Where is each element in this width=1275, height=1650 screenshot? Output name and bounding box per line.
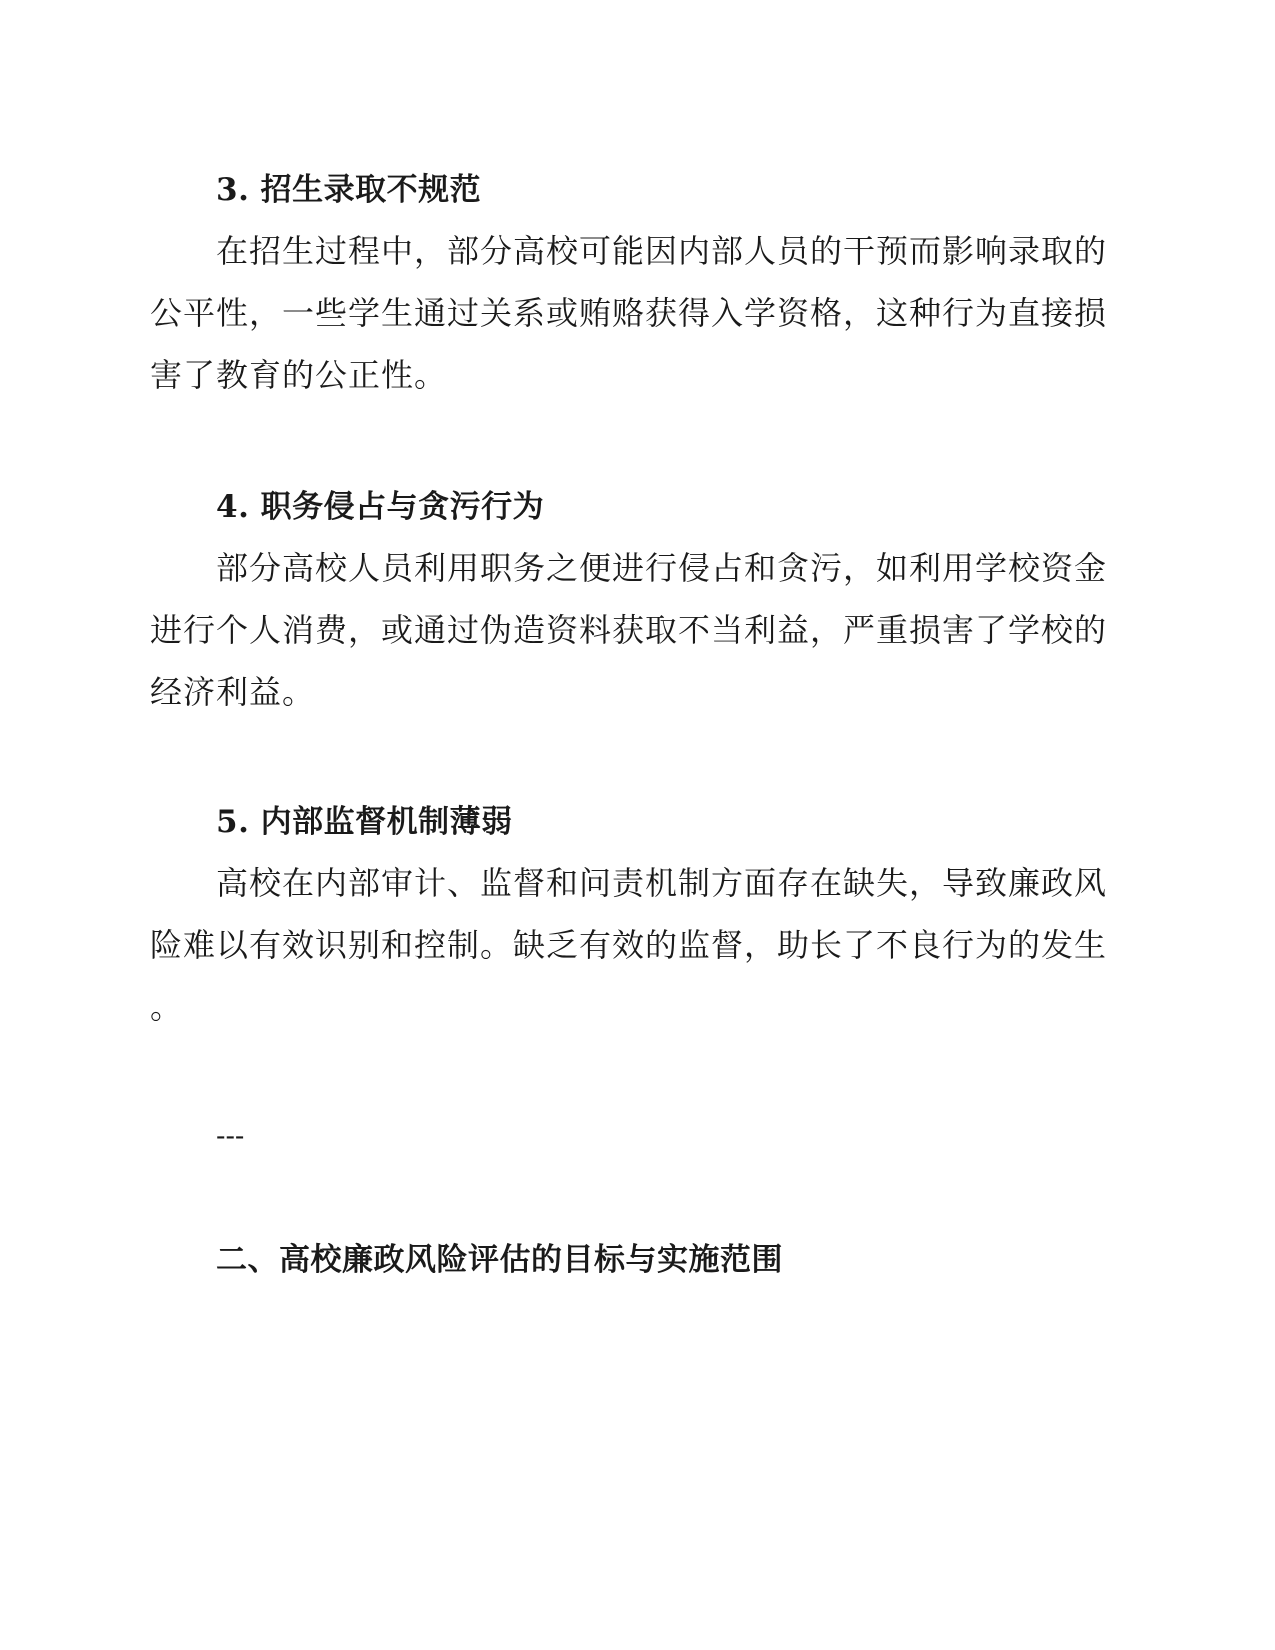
paragraph-line: 险难以有效识别和控制。缺乏有效的监督，助长了不良行为的发生 xyxy=(150,926,1108,964)
paragraph-line: 公平性，一些学生通过关系或贿赂获得入学资格，这种行为直接损 xyxy=(150,294,1108,332)
section-heading-3: 3. 招生录取不规范 xyxy=(216,172,482,208)
chapter-heading: 二、高校廉政风险评估的目标与实施范围 xyxy=(216,1242,783,1278)
paragraph-line: 在招生过程中，部分高校可能因内部人员的干预而影响录取的 xyxy=(216,232,1108,270)
paragraph-line: 。 xyxy=(150,988,184,1026)
paragraph-line: 经济利益。 xyxy=(150,673,316,711)
section-heading-4: 4. 职务侵占与贪污行为 xyxy=(216,489,545,525)
section-separator: --- xyxy=(216,1119,245,1152)
section-heading-5: 5. 内部监督机制薄弱 xyxy=(216,804,513,840)
paragraph-line: 高校在内部审计、监督和问责机制方面存在缺失，导致廉政风 xyxy=(216,864,1108,902)
paragraph-line: 部分高校人员利用职务之便进行侵占和贪污，如利用学校资金 xyxy=(216,549,1108,587)
paragraph-line: 进行个人消费，或通过伪造资料获取不当利益，严重损害了学校的 xyxy=(150,611,1108,649)
paragraph-line: 害了教育的公正性。 xyxy=(150,356,448,394)
